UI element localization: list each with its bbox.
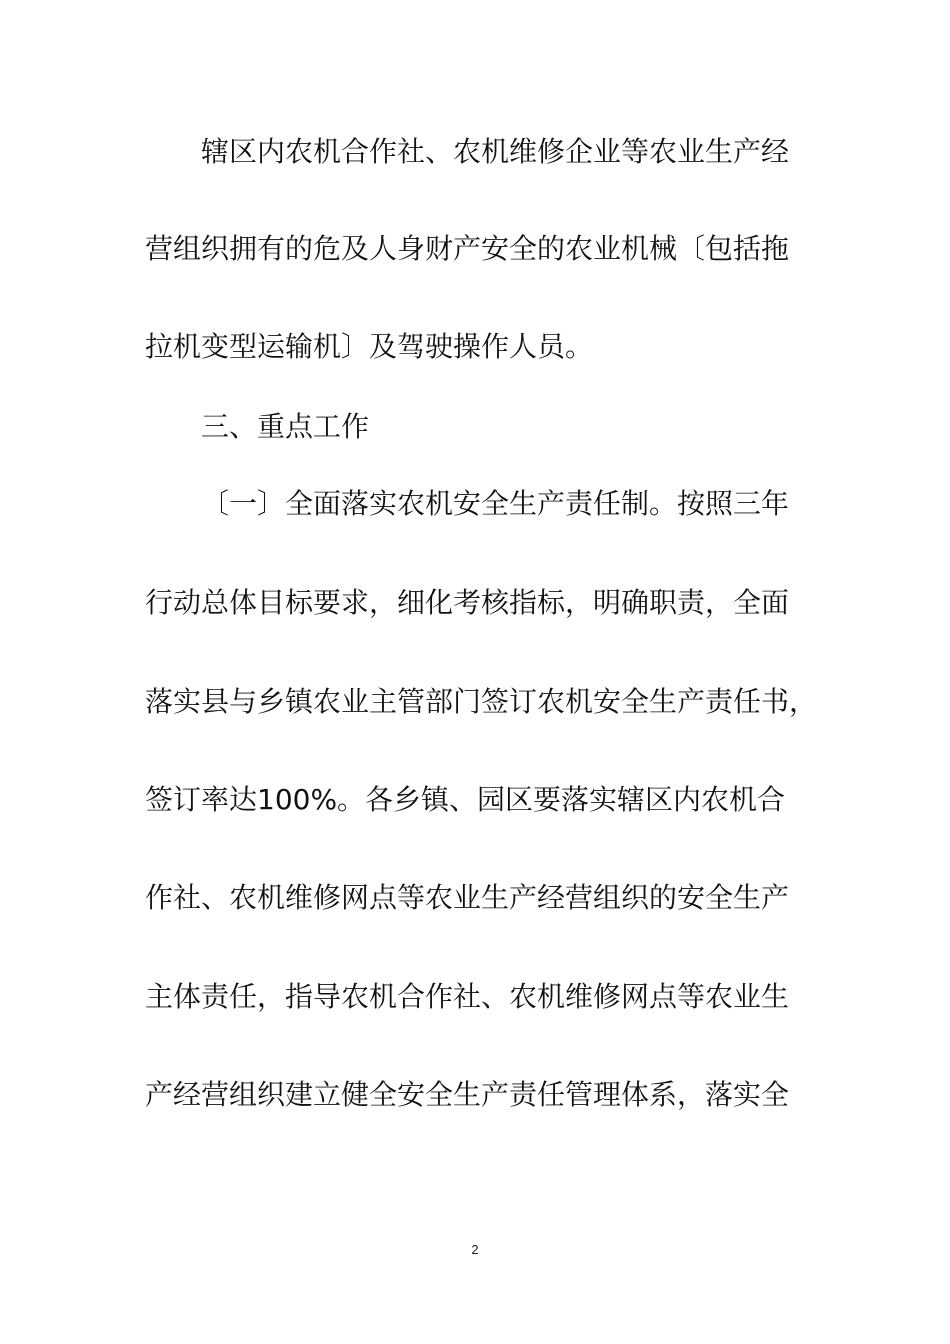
- text-line: 作社、农机维修网点等农业生产经营组织的安全生产: [145, 881, 790, 914]
- text-line: 行动总体目标要求，细化考核指标，明确职责，全面: [145, 586, 790, 619]
- text-line: 产经营组织建立健全安全生产责任管理体系，落实全: [145, 1078, 790, 1111]
- text-line: 拉机变型运输机〕及驾驶操作人员。: [145, 330, 594, 363]
- text-line: 落实县与乡镇农业主管部门签订农机安全生产责任书，: [145, 685, 818, 718]
- text-line: 营组织拥有的危及人身财产安全的农业机械〔包括拖: [145, 232, 790, 265]
- text-line: 签订率达100%。各乡镇、园区要落实辖区内农机合: [145, 783, 786, 816]
- section-heading: 三、重点工作: [201, 410, 370, 443]
- text-line: 〔一〕全面落实农机安全生产责任制。按照三年: [201, 487, 790, 520]
- page-number: 2: [471, 1242, 479, 1257]
- text-line: 主体责任，指导农机合作社、农机维修网点等农业生: [145, 980, 790, 1013]
- text-line: 辖区内农机合作社、农机维修企业等农业生产经: [201, 135, 790, 168]
